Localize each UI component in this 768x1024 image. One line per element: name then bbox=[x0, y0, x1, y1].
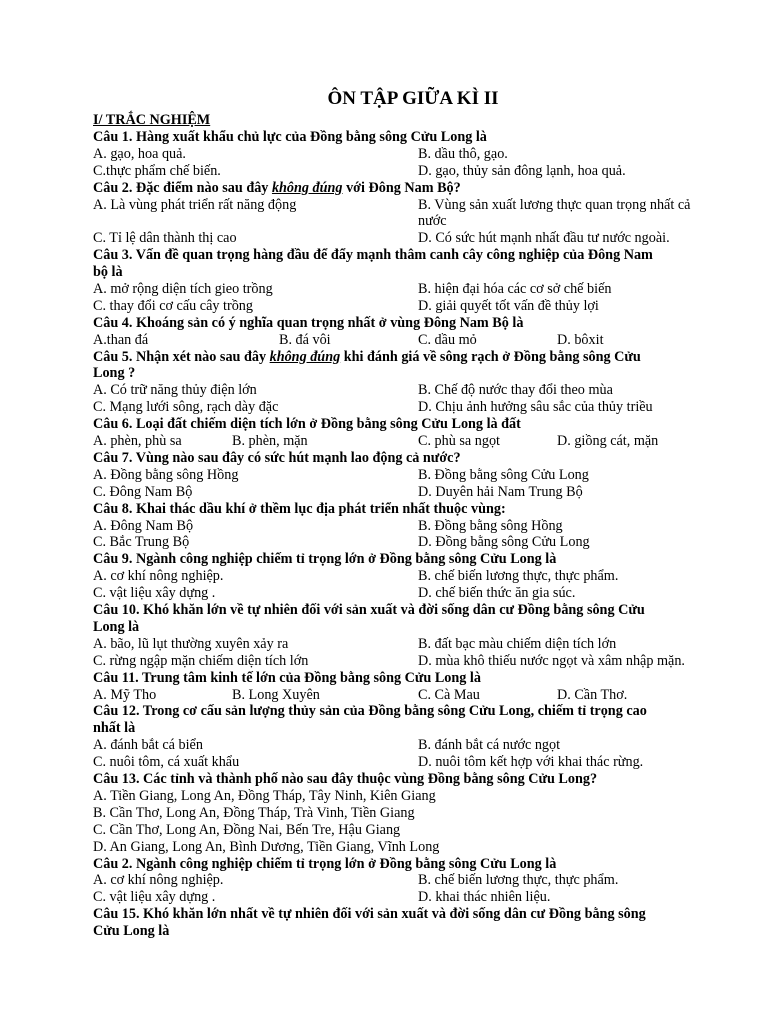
q11-option-d: D. Cần Thơ. bbox=[557, 686, 628, 703]
question-7-row-1 bbox=[93, 467, 723, 484]
q4-option-d: D. bôxit bbox=[557, 331, 604, 348]
q4-option-c: C. dầu mỏ bbox=[418, 331, 477, 348]
question-11-stem: Câu 11. Trung tâm kinh tế lớn của Đồng bằng sông Cửu Long là bbox=[93, 669, 481, 686]
question-6-stem: Câu 6. Loại đất chiếm diện tích lớn ở Đồng bằng sông Cửu Long là đất bbox=[93, 416, 521, 433]
q8-option-a: A. Đông Nam Bộ bbox=[93, 517, 194, 534]
question-12-row-1 bbox=[93, 737, 723, 754]
q3-option-a: A. mở rộng diện tích gieo trồng bbox=[93, 281, 273, 297]
q5-option-c: C. Mạng lưới sông, rạch dày đặc bbox=[93, 399, 279, 416]
q11-option-a: A. Mỹ Tho bbox=[93, 686, 157, 703]
q5-stem-pre: Câu 5. Nhận xét nào sau đây bbox=[93, 348, 270, 365]
q14-option-a: A. cơ khí nông nghiệp. bbox=[93, 872, 224, 889]
question-3-row-2 bbox=[93, 298, 723, 315]
q2-stem-post: với Đông Nam Bộ? bbox=[342, 179, 461, 196]
question-1-row-2 bbox=[93, 163, 723, 180]
question-3-stem-line-1: Câu 3. Vấn đề quan trọng hàng đầu để đẩy mạnh thâm canh cây công nghiệp của Đông Nam bbox=[93, 247, 653, 264]
q1-option-a: A. gạo, hoa quả. bbox=[93, 145, 186, 162]
question-8-stem: Câu 8. Khai thác dầu khí ở thềm lục địa phát triển nhất thuộc vùng: bbox=[93, 500, 506, 517]
question-15-stem-line-1: Câu 15. Khó khăn lớn nhất về tự nhiên đối với sản xuất và đời sống dân cư Đồng bằng sông bbox=[93, 906, 646, 923]
question-5-row-2 bbox=[93, 399, 723, 416]
question-13-stem: Câu 13. Các tỉnh và thành phố nào sau đây thuộc vùng Đồng bằng sông Cửu Long? bbox=[93, 771, 598, 788]
q13-option-b: B. Cần Thơ, Long An, Đồng Tháp, Trà Vinh, Tiền Giang bbox=[93, 804, 415, 821]
q7-option-b: B. Đồng bằng sông Cửu Long bbox=[418, 466, 589, 483]
q2-option-c: C. Tỉ lệ dân thành thị cao bbox=[93, 230, 237, 247]
q3-option-c: C. thay đổi cơ cấu cây trồng bbox=[93, 297, 253, 314]
question-1-row-1 bbox=[93, 146, 723, 163]
q10-option-d: D. mùa khô thiếu nước ngọt và xâm nhập mặn. bbox=[418, 652, 685, 669]
question-2-stem bbox=[93, 180, 723, 197]
q13-option-c: C. Cần Thơ, Long An, Đồng Nai, Bến Tre, Hậu Giang bbox=[93, 821, 401, 838]
question-15-stem-line-2: Cửu Long là bbox=[93, 923, 170, 940]
question-1-stem: Câu 1. Hàng xuất khẩu chủ lực của Đồng bằng sông Cửu Long là bbox=[93, 128, 487, 145]
q14-option-d: D. khai thác nhiên liệu. bbox=[418, 889, 551, 906]
q6-option-d: D. giồng cát, mặn bbox=[557, 433, 659, 450]
question-8-row-1 bbox=[93, 518, 723, 535]
q8-option-d: D. Đồng bằng sông Cửu Long bbox=[418, 534, 590, 551]
q13-option-d: D. An Giang, Long An, Bình Dương, Tiền Giang, Vĩnh Long bbox=[93, 838, 440, 855]
page-title: ÔN TẬP GIỮA KÌ II bbox=[327, 88, 499, 109]
q9-option-a: A. cơ khí nông nghiệp. bbox=[93, 568, 224, 585]
q6-option-b: B. phèn, mặn bbox=[232, 433, 308, 450]
q10-option-a: A. bão, lũ lụt thường xuyên xảy ra bbox=[93, 635, 289, 652]
q8-option-c: C. Bắc Trung Bộ bbox=[93, 534, 190, 551]
q8-option-b: B. Đồng bằng sông Hồng bbox=[418, 517, 563, 534]
question-3-row-1 bbox=[93, 281, 723, 298]
question-7-stem: Câu 7. Vùng nào sau đây có sức hút mạnh lao động cả nước? bbox=[93, 449, 461, 466]
question-9-row-1 bbox=[93, 568, 723, 585]
question-14-row-1 bbox=[93, 872, 723, 889]
q7-option-d: D. Duyên hải Nam Trung Bộ bbox=[418, 483, 583, 500]
question-10-row-2 bbox=[93, 653, 723, 670]
q4-option-b: B. đá vôi bbox=[279, 331, 331, 348]
question-12-row-2 bbox=[93, 754, 723, 771]
q9-option-c: C. vật liệu xây dựng . bbox=[93, 585, 216, 602]
question-5-row-1 bbox=[93, 382, 723, 399]
question-12-stem-line-2: nhất là bbox=[93, 720, 136, 737]
q2-option-a: A. Là vùng phát triển rất năng động bbox=[93, 196, 297, 213]
q7-option-c: C. Đông Nam Bộ bbox=[93, 483, 193, 500]
q3-option-b: B. hiện đại hóa các cơ sở chế biến bbox=[418, 281, 612, 297]
q12-option-a: A. đánh bắt cá biển bbox=[93, 737, 203, 754]
question-10-stem-line-2: Long là bbox=[93, 618, 140, 635]
question-7-row-2 bbox=[93, 484, 723, 501]
question-2-row-2 bbox=[93, 230, 723, 247]
question-5-stem-line-1 bbox=[93, 349, 723, 366]
q2-stem-pre: Câu 2. Đặc điểm nào sau đây bbox=[93, 179, 272, 196]
question-11-row bbox=[93, 687, 723, 704]
q1-option-b: B. dầu thô, gạo. bbox=[418, 145, 508, 162]
q14-option-b: B. chế biến lương thực, thực phẩm. bbox=[418, 872, 619, 889]
q13-option-a: A. Tiền Giang, Long An, Đồng Tháp, Tây Ninh, Kiên Giang bbox=[93, 787, 436, 804]
question-8-row-2 bbox=[93, 534, 723, 551]
document-page bbox=[93, 86, 723, 940]
q3-option-d: D. giải quyết tốt vấn đề thủy lợi bbox=[418, 297, 599, 314]
q5-option-d: D. Chịu ảnh hưởng sâu sắc của thủy triều bbox=[418, 399, 653, 416]
q12-option-b: B. đánh bắt cá nước ngọt bbox=[418, 737, 561, 754]
q5-option-b: B. Chế độ nước thay đổi theo mùa bbox=[418, 382, 613, 399]
q10-option-b: B. đất bạc màu chiếm diện tích lớn bbox=[418, 635, 617, 652]
q5-stem-emphasis: không đúng bbox=[269, 348, 341, 365]
question-14-stem: Câu 2. Ngành công nghiệp chiếm tỉ trọng lớn ở Đồng bằng sông Cửu Long là bbox=[93, 855, 557, 872]
q9-option-b: B. chế biến lương thực, thực phẩm. bbox=[418, 568, 619, 585]
question-12-stem-line-1: Câu 12. Trong cơ cấu sản lượng thủy sản của Đồng bằng sông Cửu Long, chiếm tỉ trọng cao bbox=[93, 703, 647, 720]
q2-option-b: B. Vùng sản xuất lương thực quan trọng nhất cả nước bbox=[418, 196, 691, 230]
section-heading: I/ TRẮC NGHIỆM bbox=[93, 112, 211, 128]
question-10-stem-line-1: Câu 10. Khó khăn lớn về tự nhiên đối với sản xuất và đời sống dân cư Đồng bằng sông Cửu bbox=[93, 602, 645, 619]
q7-option-a: A. Đồng bằng sông Hồng bbox=[93, 466, 239, 483]
q4-option-a: A.than đá bbox=[93, 331, 149, 348]
question-4-stem: Câu 4. Khoáng sản có ý nghĩa quan trọng nhất ở vùng Đông Nam Bộ là bbox=[93, 314, 524, 331]
q1-option-d: D. gạo, thủy sản đông lạnh, hoa quả. bbox=[418, 162, 626, 179]
question-5-stem-line-2: Long ? bbox=[93, 365, 136, 382]
q14-option-c: C. vật liệu xây dựng . bbox=[93, 889, 216, 906]
q12-option-c: C. nuôi tôm, cá xuất khẩu bbox=[93, 754, 240, 771]
question-9-row-2 bbox=[93, 585, 723, 602]
q10-option-c: C. rừng ngập mặn chiếm diện tích lớn bbox=[93, 652, 309, 669]
q2-option-d: D. Có sức hút mạnh nhất đầu tư nước ngoài. bbox=[418, 230, 670, 247]
q9-option-d: D. chế biến thức ăn gia súc. bbox=[418, 585, 576, 602]
question-10-row-1 bbox=[93, 636, 723, 653]
q6-option-a: A. phèn, phù sa bbox=[93, 433, 182, 450]
q5-stem-post: khi đánh giá về sông rạch ở Đồng bằng sông Cửu bbox=[340, 348, 641, 365]
question-14-row-2 bbox=[93, 889, 723, 906]
question-4-row bbox=[93, 332, 723, 349]
question-6-row bbox=[93, 433, 723, 450]
question-2-row-1 bbox=[93, 197, 723, 231]
question-3-stem-line-2: bộ là bbox=[93, 264, 123, 281]
q6-option-c: C. phù sa ngọt bbox=[418, 433, 500, 450]
question-9-stem: Câu 9. Ngành công nghiệp chiếm tỉ trọng lớn ở Đồng bằng sông Cửu Long là bbox=[93, 551, 557, 568]
q1-option-c: C.thực phẩm chế biến. bbox=[93, 162, 221, 179]
q11-option-c: C. Cà Mau bbox=[418, 686, 480, 703]
q2-stem-emphasis: không đúng bbox=[271, 179, 343, 196]
q12-option-d: D. nuôi tôm kết hợp với khai thác rừng. bbox=[418, 754, 644, 771]
q5-option-a: A. Có trữ năng thủy điện lớn bbox=[93, 382, 257, 399]
q11-option-b: B. Long Xuyên bbox=[232, 686, 320, 703]
